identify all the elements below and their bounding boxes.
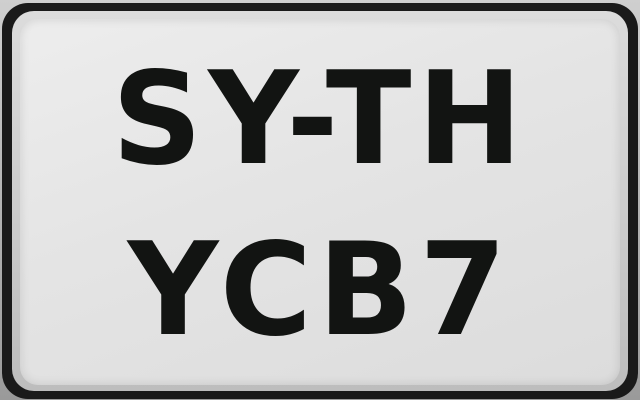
plate-line-top: SY-TH <box>111 45 529 194</box>
plate-line-bottom: YCB7 <box>127 216 513 365</box>
license-plate <box>20 19 620 385</box>
